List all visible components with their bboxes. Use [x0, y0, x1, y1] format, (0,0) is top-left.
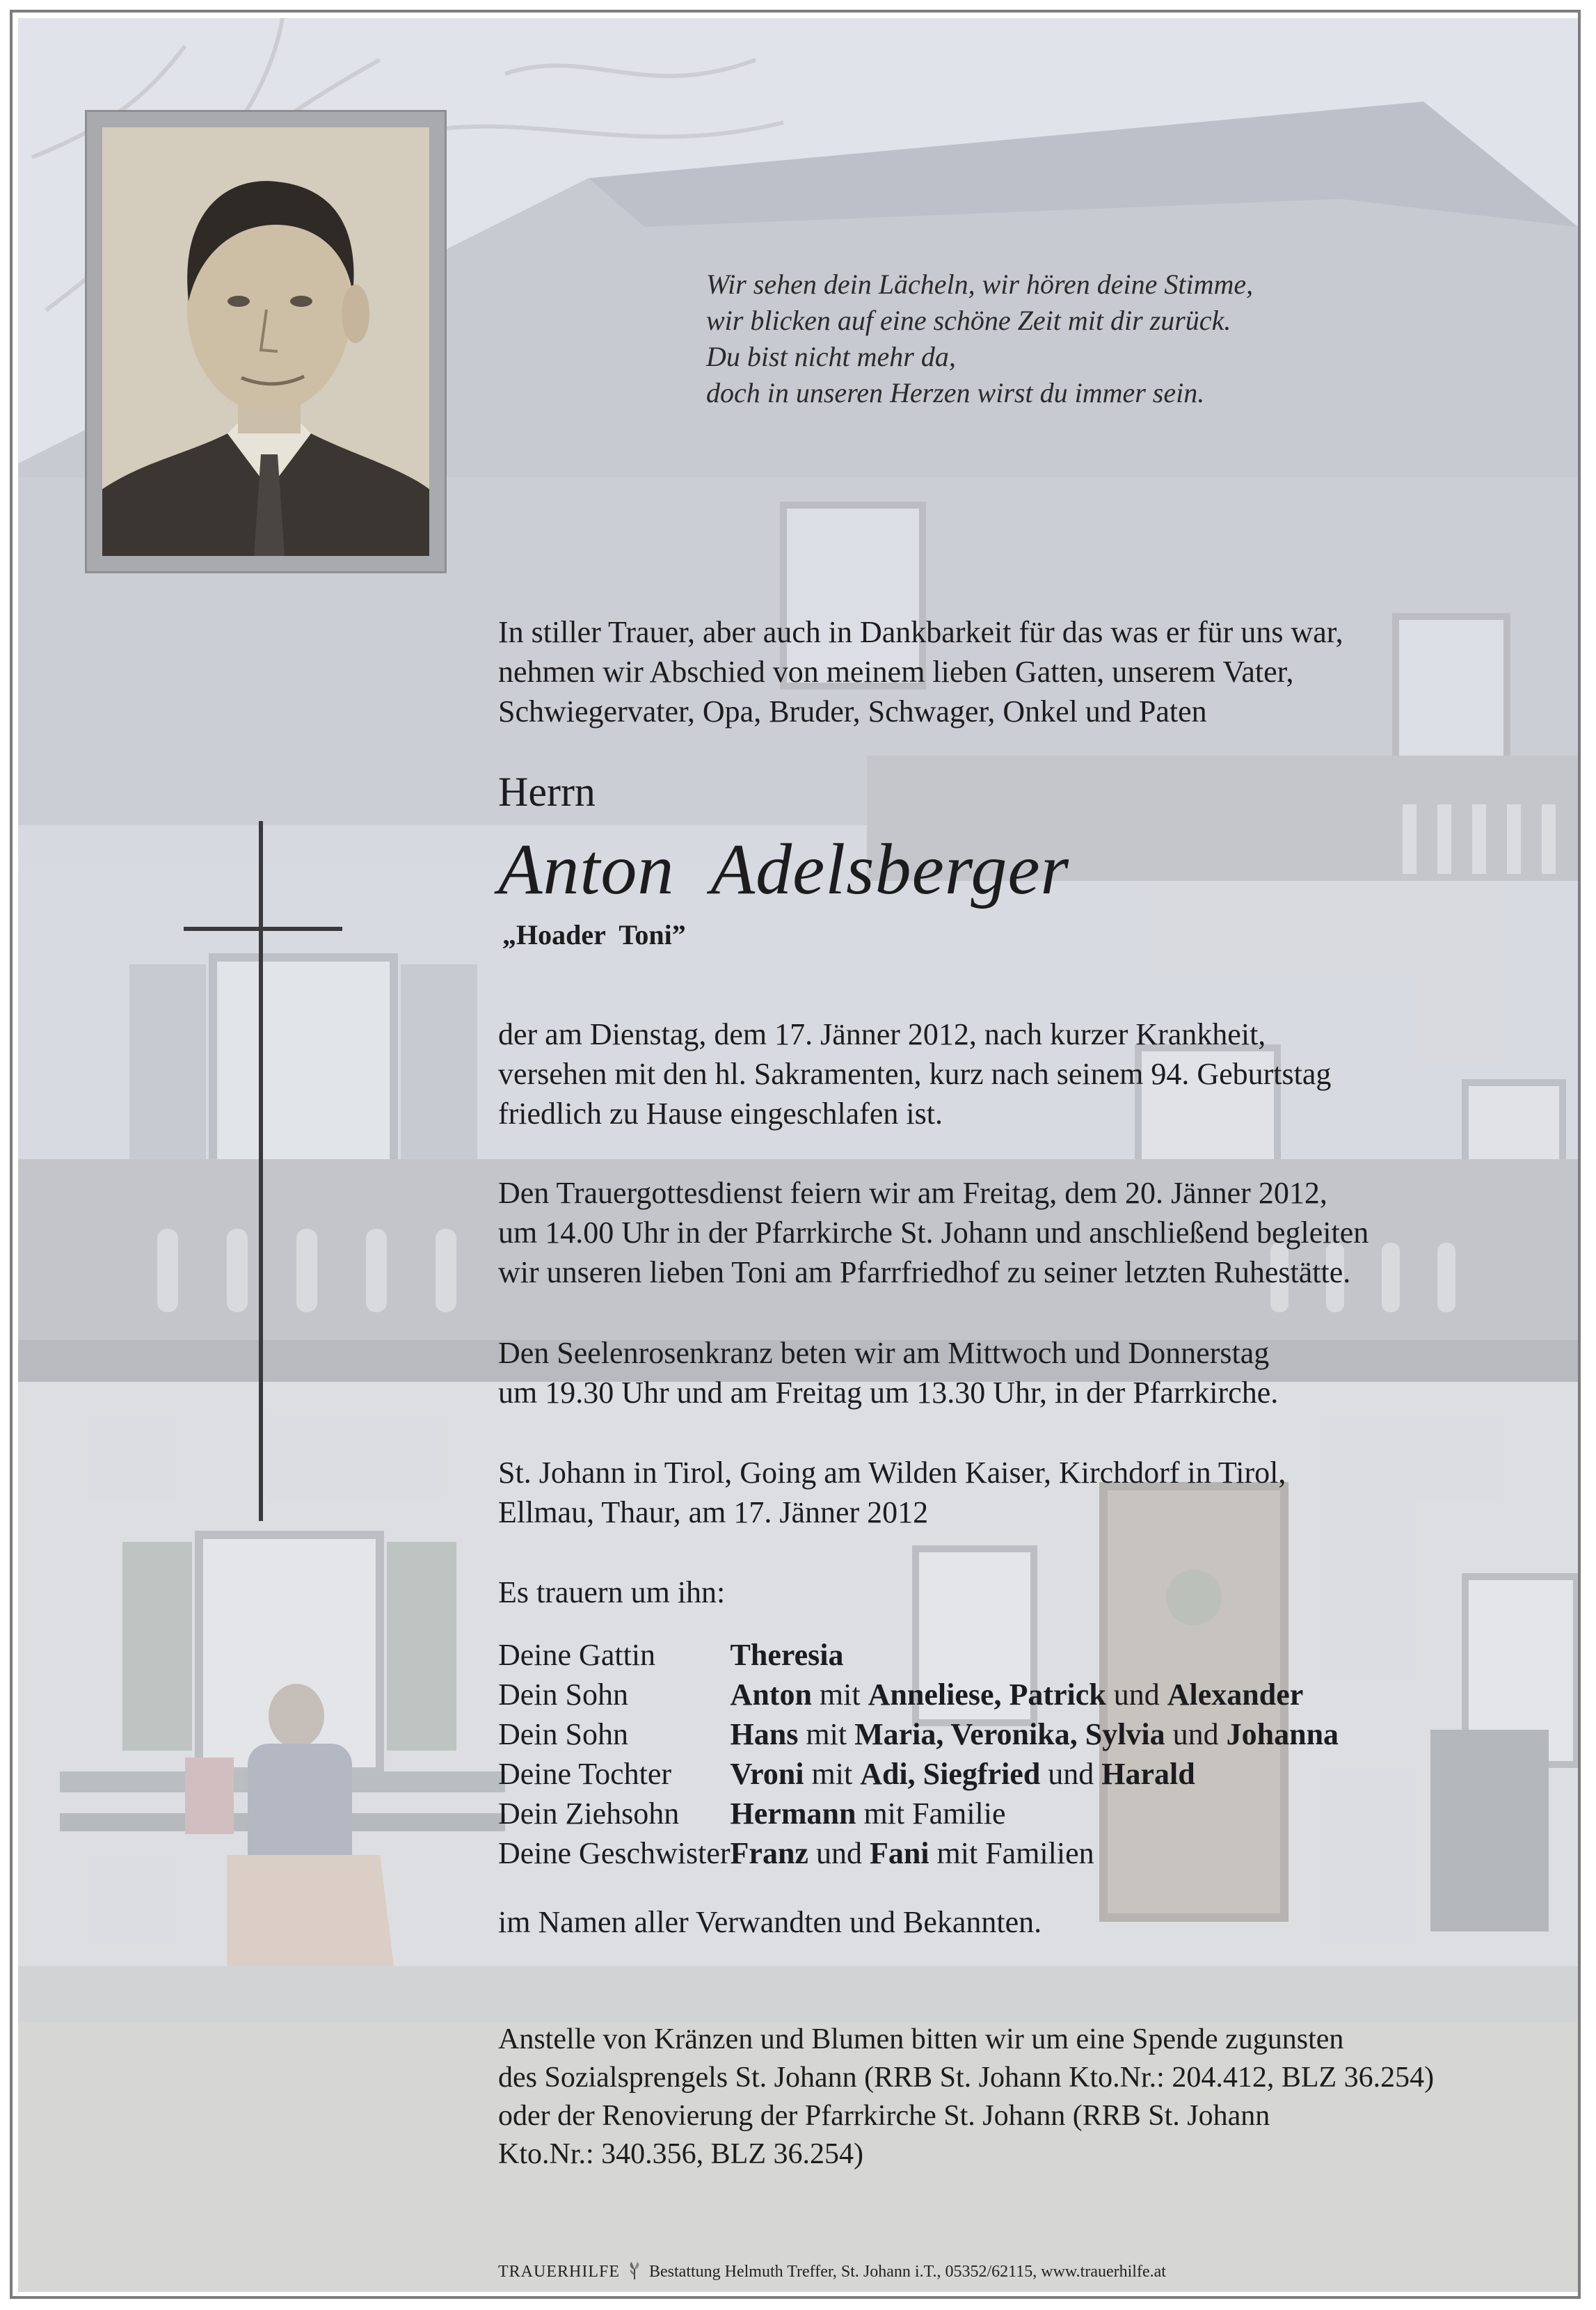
rosary-info	[498, 1333, 1278, 1412]
donation-line: des Sozialsprengels St. Johann (RRB St. Johann Kto.Nr.: 204.412, BLZ 36.254)	[498, 2062, 1435, 2094]
poem-line: Wir sehen dein Lächeln, wir hören deine Stimme,	[706, 269, 1254, 300]
family-relation: Deine Geschwister	[498, 1836, 731, 1870]
family-connector: mit	[804, 1757, 861, 1791]
family-member-name: Adi, Siegfried	[860, 1757, 1041, 1791]
poem-line: doch in unseren Herzen wirst du immer sein.	[706, 377, 1205, 408]
family-member-name: Anton	[730, 1678, 812, 1712]
death-notice-line: der am Dienstag, dem 17. Jänner 2012, nach kurzer Krankheit,	[498, 1017, 1266, 1051]
family-connector: mit Familien	[929, 1836, 1094, 1870]
family-member-name: Hermann	[730, 1797, 856, 1831]
intro-text	[498, 612, 1343, 731]
donation-line: oder der Renovierung der Pfarrkirche St. Johann (RRB St. Johann	[498, 2100, 1270, 2132]
family-connector: mit	[811, 1678, 868, 1712]
family-member-name: Theresia	[730, 1638, 844, 1672]
mourners-heading: Es trauern um ihn:	[498, 1575, 726, 1609]
family-names	[731, 1754, 1339, 1794]
footer	[498, 2261, 1166, 2281]
portrait-photo	[85, 110, 447, 573]
family-names	[731, 1794, 1339, 1833]
donation-line: Anstelle von Kränzen und Blumen bitten wir um eine Spende zugunsten	[498, 2023, 1344, 2055]
cross-icon	[259, 821, 263, 1521]
lily-logo-icon	[627, 2261, 642, 2281]
salutation: Herrn	[498, 769, 596, 815]
family-row	[498, 1675, 1339, 1714]
deceased-name: Anton Adelsberger	[498, 829, 1070, 909]
closing-line: im Namen aller Verwandten und Bekannten.	[498, 1905, 1042, 1939]
donation-request	[498, 2021, 1434, 2174]
place-date	[498, 1453, 1286, 1532]
intro-line: Schwiegervater, Opa, Bruder, Schwager, Onkel und Paten	[498, 694, 1207, 728]
cross-icon-bar	[184, 927, 342, 931]
footer-text: Bestattung Helmuth Treffer, St. Johann i.T., 05352/62115, www.trauerhilfe.at	[649, 2263, 1166, 2281]
intro-line: In stiller Trauer, aber auch in Dankbarkeit für das was er für uns war,	[498, 615, 1343, 649]
rosary-line: um 19.30 Uhr und am Freitag um 13.30 Uhr, in der Pfarrkirche.	[498, 1376, 1279, 1410]
family-connector: und	[808, 1836, 870, 1870]
service-line: um 14.00 Uhr in der Pfarrkirche St. Johann und anschließend begleiten	[498, 1216, 1369, 1250]
family-connector: mit	[798, 1717, 855, 1751]
family-member-name: Fani	[869, 1836, 929, 1870]
family-names	[731, 1675, 1339, 1714]
service-line: wir unseren lieben Toni am Pfarrfriedhof zu seiner letzten Ruhestätte.	[498, 1255, 1351, 1289]
place-date-line: Ellmau, Thaur, am 17. Jänner 2012	[498, 1495, 929, 1529]
family-member-name: Vroni	[730, 1757, 804, 1791]
nickname: „Hoader Toni”	[502, 919, 686, 950]
death-notice-line: versehen mit den hl. Sakramenten, kurz nach seinem 94. Geburtstag	[498, 1057, 1332, 1091]
service-line: Den Trauergottesdienst feiern wir am Freitag, dem 20. Jänner 2012,	[498, 1176, 1327, 1210]
poem	[706, 266, 1471, 411]
family-relation: Dein Sohn	[498, 1678, 628, 1712]
poem-line: Du bist nicht mehr da,	[706, 341, 956, 372]
family-member-name: Harald	[1101, 1757, 1195, 1791]
family-connector: und	[1106, 1678, 1167, 1712]
funeral-service	[498, 1173, 1368, 1292]
family-row	[498, 1714, 1339, 1754]
family-relation: Dein Ziehsohn	[498, 1797, 680, 1831]
poem-line: wir blicken auf eine schöne Zeit mit dir zurück.	[706, 305, 1231, 336]
footer-brand: TRAUERHILFE	[498, 2263, 620, 2281]
family-row	[498, 1635, 1339, 1675]
family-connector: und	[1165, 1717, 1227, 1751]
family-relation: Deine Gattin	[498, 1638, 656, 1672]
family-row	[498, 1794, 1339, 1833]
place-date-line: St. Johann in Tirol, Going am Wilden Kaiser, Kirchdorf in Tirol,	[498, 1456, 1286, 1490]
intro-line: nehmen wir Abschied von meinem lieben Gatten, unserem Vater,	[498, 655, 1294, 689]
family-member-name: Anneliese, Patrick	[868, 1678, 1106, 1712]
family-relation: Dein Sohn	[498, 1717, 628, 1751]
family-connector: mit Familie	[856, 1797, 1006, 1831]
family-member-name: Hans	[730, 1717, 799, 1751]
family-member-name: Alexander	[1167, 1678, 1304, 1712]
family-connector: und	[1040, 1757, 1102, 1791]
family-list	[498, 1635, 1339, 1873]
family-names	[731, 1635, 1339, 1675]
rosary-line: Den Seelenrosenkranz beten wir am Mittwoch und Donnerstag	[498, 1336, 1270, 1370]
family-relation: Deine Tochter	[498, 1757, 672, 1791]
death-notice-line: friedlich zu Hause eingeschlafen ist.	[498, 1097, 943, 1131]
family-names	[731, 1833, 1339, 1873]
family-row	[498, 1754, 1339, 1794]
family-names	[731, 1714, 1339, 1754]
donation-line: Kto.Nr.: 340.356, BLZ 36.254)	[498, 2138, 863, 2170]
death-notice	[498, 1014, 1331, 1133]
family-row	[498, 1833, 1339, 1873]
family-member-name: Johanna	[1226, 1717, 1339, 1751]
family-member-name: Maria, Veronika, Sylvia	[854, 1717, 1165, 1751]
family-member-name: Franz	[730, 1836, 808, 1870]
